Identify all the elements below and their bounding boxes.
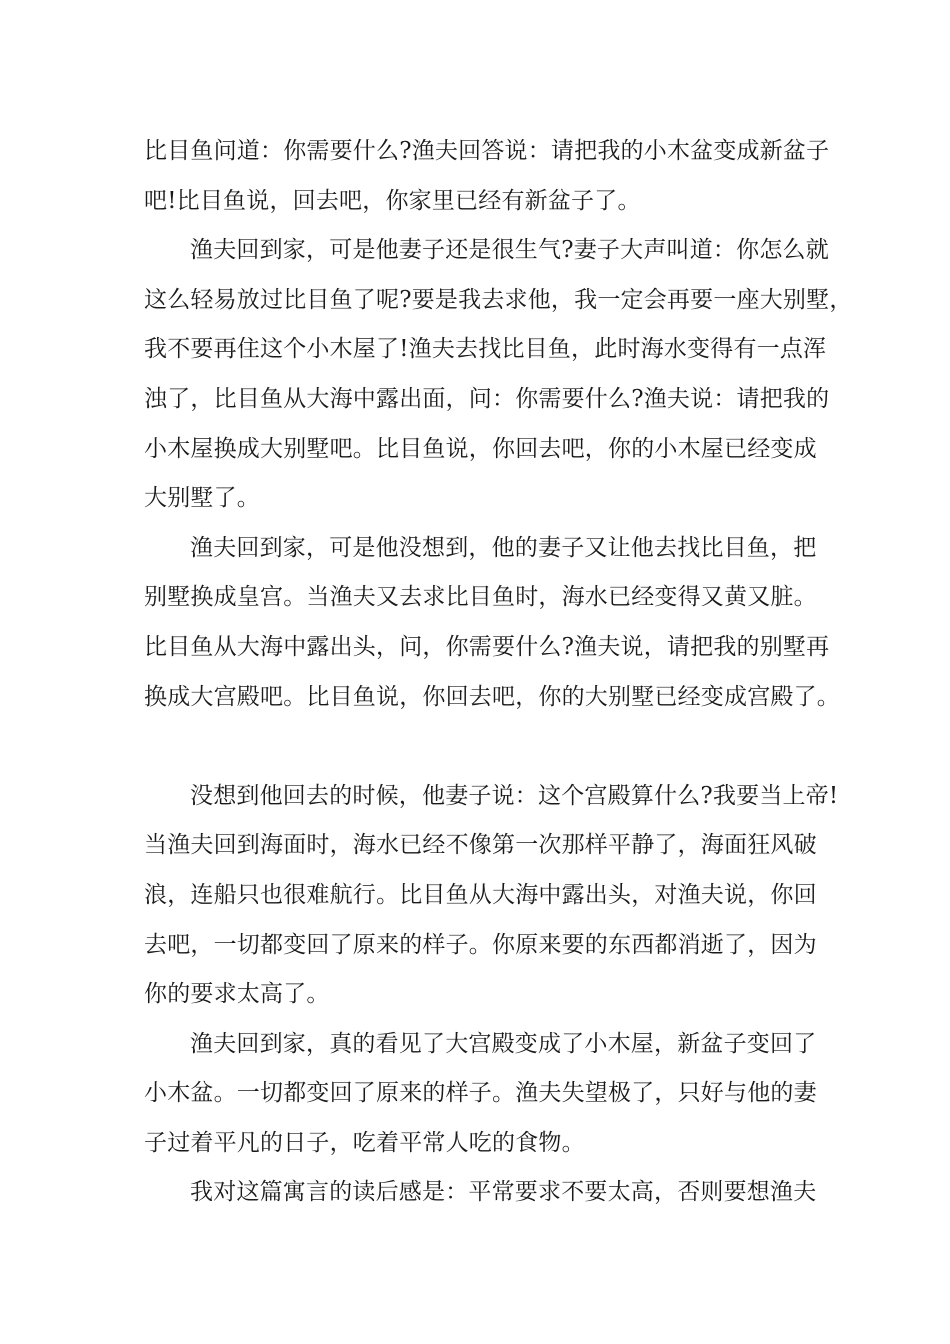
text-line: 你的要求太高了。 — [144, 981, 330, 1008]
text-line: 小木盆。一切都变回了原来的样子。渔夫失望极了，只好与他的妻 — [144, 1080, 817, 1107]
paragraph-gap — [144, 722, 834, 772]
paragraph — [144, 1020, 834, 1169]
text-line: 去吧，一切都变回了原来的样子。你原来要的东西都消逝了，因为 — [144, 931, 817, 958]
text-line: 比目鱼问道：你需要什么?渔夫回答说：请把我的小木盆变成新盆子 — [144, 138, 830, 164]
text-line: 小木屋换成大别墅吧。比目鱼说，你回去吧，你的小木屋已经变成 — [144, 435, 817, 462]
text-line: 浪，连船只也很难航行。比目鱼从大海中露出头，对渔夫说，你回 — [144, 881, 817, 908]
paragraph — [144, 524, 840, 722]
text-line: 别墅换成皇宫。当渔夫又去求比目鱼时，海水已经变得又黄又脏。 — [144, 584, 817, 611]
text-line: 换成大宫殿吧。比目鱼说，你回去吧，你的大别墅已经变成宫殿了。 — [144, 683, 840, 710]
text-line: 渔夫回到家，可是他妻子还是很生气?妻子大声叫道：你怎么就 — [190, 237, 829, 264]
paragraph — [144, 127, 834, 226]
text-line: 当渔夫回到海面时，海水已经不像第一次那样平静了，海面狂风破 — [144, 832, 817, 859]
text-line: 浊了，比目鱼从大海中露出面，问：你需要什么?渔夫说：请把我的 — [144, 385, 830, 412]
text-line: 我对这篇寓言的读后感是：平常要求不要太高，否则要想渔夫 — [190, 1179, 817, 1206]
text-line: 渔夫回到家，可是他没想到，他的妻子又让他去找比目鱼，把 — [190, 534, 817, 561]
text-line: 吧!比目鱼说，回去吧，你家里已经有新盆子了。 — [144, 187, 641, 214]
paragraph — [144, 772, 839, 1020]
text-line: 我不要再住这个小木屋了!渔夫去找比目鱼，此时海水变得有一点浑 — [144, 336, 827, 363]
paragraph — [144, 1168, 834, 1218]
text-line: 子过着平凡的日子，吃着平常人吃的食物。 — [144, 1129, 585, 1156]
body-text — [144, 127, 853, 1218]
text-line: 大别墅了。 — [144, 485, 260, 512]
text-line: 没想到他回去的时候，他妻子说：这个宫殿算什么?我要当上帝! — [190, 782, 839, 809]
text-line: 比目鱼从大海中露出头，问，你需要什么?渔夫说，请把我的别墅再 — [144, 633, 830, 660]
paragraph — [144, 226, 853, 524]
text-line: 这么轻易放过比目鱼了呢?要是我去求他，我一定会再要一座大别墅， — [144, 286, 853, 313]
text-line: 渔夫回到家，真的看见了大宫殿变成了小木屋，新盆子变回了 — [190, 1030, 817, 1057]
